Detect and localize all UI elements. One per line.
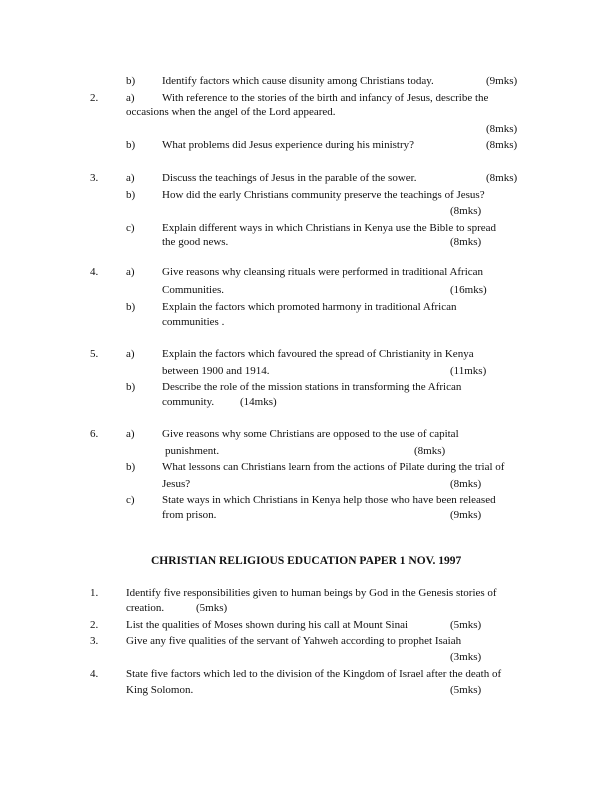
question-label: b) bbox=[126, 189, 136, 201]
question-text: creation. bbox=[126, 602, 165, 614]
marks: (9mks) bbox=[450, 509, 482, 521]
question-number: 5. bbox=[90, 348, 99, 360]
marks: (11mks) bbox=[450, 365, 487, 377]
question-number: 4. bbox=[90, 668, 99, 680]
question-number: 3. bbox=[90, 635, 99, 647]
question-label: a) bbox=[126, 172, 135, 184]
question-label: a) bbox=[126, 348, 135, 360]
question-number: 2. bbox=[90, 619, 99, 631]
question-text: from prison. bbox=[162, 509, 217, 521]
question-text: Explain different ways in which Christians in Kenya use the Bible to spread bbox=[162, 222, 497, 234]
marks: (5mks) bbox=[450, 684, 482, 696]
question-text: the good news. bbox=[162, 236, 229, 248]
marks: (14mks) bbox=[240, 396, 277, 408]
question-text: Jesus? bbox=[162, 478, 191, 490]
question-label: a) bbox=[126, 266, 135, 278]
question-label: c) bbox=[126, 222, 135, 234]
question-text: With reference to the stories of the birth and infancy of Jesus, describe the bbox=[162, 92, 489, 104]
marks: (16mks) bbox=[450, 284, 487, 296]
marks: (8mks) bbox=[486, 123, 518, 135]
question-text: Describe the role of the mission stations in transforming the African bbox=[162, 381, 462, 393]
marks: (5mks) bbox=[196, 602, 228, 614]
question-text: Identify five responsibilities given to human beings by God in the Genesis stories of bbox=[126, 587, 497, 599]
question-label: b) bbox=[126, 139, 136, 151]
marks: (8mks) bbox=[450, 205, 482, 217]
question-label: c) bbox=[126, 494, 135, 506]
marks: (8mks) bbox=[486, 172, 518, 184]
question-label: b) bbox=[126, 381, 136, 393]
question-label: b) bbox=[126, 461, 136, 473]
question-number: 3. bbox=[90, 172, 99, 184]
question-text: Discuss the teachings of Jesus in the parable of the sower. bbox=[162, 172, 417, 184]
question-text: How did the early Christians community preserve the teachings of Jesus? bbox=[162, 189, 485, 201]
question-text: Give reasons why some Christians are opposed to the use of capital bbox=[162, 428, 459, 440]
question-label: b) bbox=[126, 75, 136, 87]
question-text: Explain the factors which promoted harmony in traditional African bbox=[162, 301, 457, 313]
marks: (5mks) bbox=[450, 619, 482, 631]
section-heading: CHRISTIAN RELIGIOUS EDUCATION PAPER 1 NOV. 1997 bbox=[151, 555, 462, 567]
marks: (8mks) bbox=[414, 445, 446, 457]
question-label: b) bbox=[126, 301, 136, 313]
question-number: 1. bbox=[90, 587, 99, 599]
question-text: Explain the factors which favoured the spread of Christianity in Kenya bbox=[162, 348, 474, 360]
question-text: communities . bbox=[162, 316, 225, 328]
question-text: Communities. bbox=[162, 284, 225, 296]
question-text: between 1900 and 1914. bbox=[162, 365, 270, 377]
question-label: a) bbox=[126, 92, 135, 104]
question-text: punishment. bbox=[165, 445, 220, 457]
question-text: community. bbox=[162, 396, 215, 408]
marks: (3mks) bbox=[450, 651, 482, 663]
question-text: What problems did Jesus experience during his ministry? bbox=[162, 139, 415, 151]
question-text: What lessons can Christians learn from the actions of Pilate during the trial of bbox=[162, 461, 505, 473]
question-text: Give any five qualities of the servant of Yahweh according to prophet Isaiah bbox=[126, 635, 462, 647]
question-text: Identify factors which cause disunity among Christians today. bbox=[162, 75, 434, 87]
marks: (8mks) bbox=[450, 236, 482, 248]
question-text: State five factors which led to the division of the Kingdom of Israel after the death of bbox=[126, 668, 502, 680]
marks: (8mks) bbox=[450, 478, 482, 490]
marks: (9mks) bbox=[486, 75, 518, 87]
question-number: 6. bbox=[90, 428, 99, 440]
question-number: 2. bbox=[90, 92, 99, 104]
question-text: Give reasons why cleansing rituals were performed in traditional African bbox=[162, 266, 484, 278]
question-text: State ways in which Christians in Kenya help those who have been released bbox=[162, 494, 496, 506]
question-text: List the qualities of Moses shown during his call at Mount Sinai bbox=[126, 619, 409, 631]
marks: (8mks) bbox=[486, 139, 518, 151]
question-text: occasions when the angel of the Lord appeared. bbox=[126, 106, 336, 118]
question-number: 4. bbox=[90, 266, 99, 278]
question-text: King Solomon. bbox=[126, 684, 194, 696]
question-label: a) bbox=[126, 428, 135, 440]
